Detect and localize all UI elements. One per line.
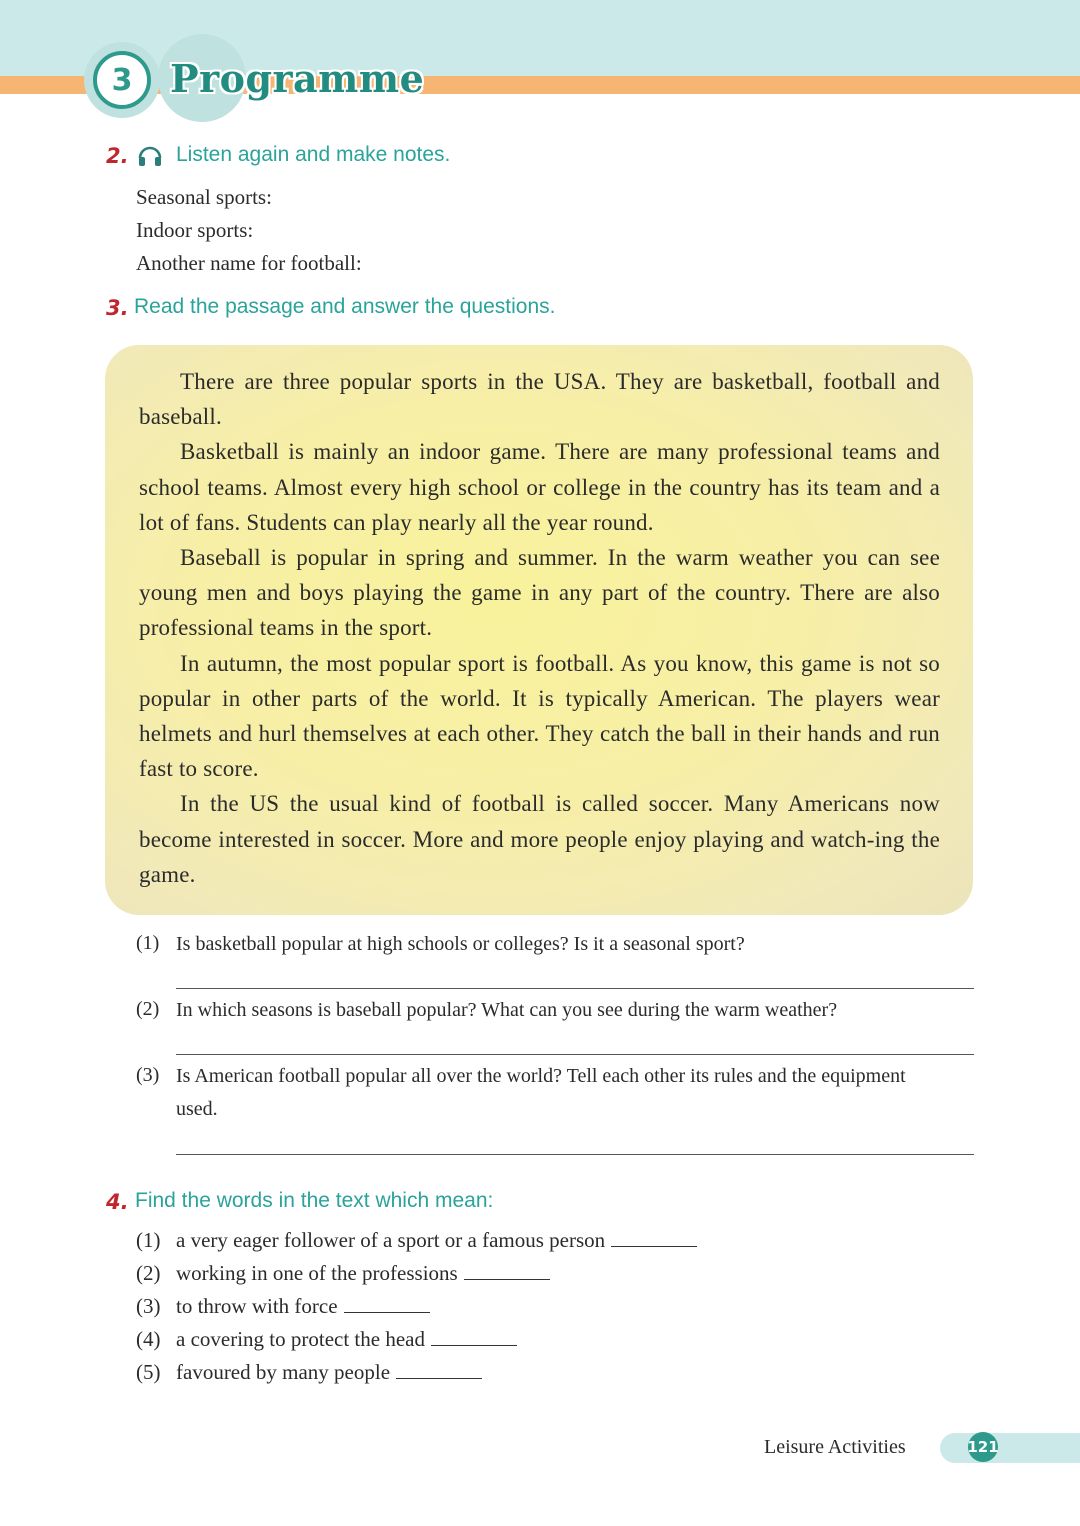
question-text: Is basketball popular at high schools or colleges? Is it a seasonal sport? <box>176 933 745 955</box>
footer-section-title: Leisure Activities <box>764 1436 906 1458</box>
unit-number-badge: 3 <box>93 51 151 109</box>
question-number: (3) <box>136 1064 160 1086</box>
answer-blank[interactable] <box>344 1294 430 1313</box>
item-number: (1) <box>136 1228 161 1252</box>
item-number: (4) <box>136 1327 161 1351</box>
exercise-2-number: 2. <box>106 144 129 168</box>
exercise-2-instruction: Listen again and make notes. <box>176 143 451 166</box>
question-number: (1) <box>136 932 160 954</box>
definition-text: to throw with force <box>176 1294 338 1318</box>
passage-paragraph: In autumn, the most popular sport is football. As you know, this game is not so popular in other parts of the world. It is typically American. The players wear helmets and hurl themselves at each other. They catch the ball in their hands and run fast to score. <box>139 650 940 782</box>
answer-blank[interactable] <box>611 1228 697 1247</box>
definition-item <box>176 1360 482 1385</box>
answer-line[interactable] <box>176 988 974 989</box>
answer-line[interactable] <box>176 1054 974 1055</box>
answer-blank[interactable] <box>464 1261 550 1280</box>
footer-pill <box>940 1433 1080 1463</box>
definition-text: favoured by many people <box>176 1360 391 1384</box>
item-number: (3) <box>136 1294 161 1318</box>
page-number: 121 <box>968 1432 998 1462</box>
exercise-3-number: 3. <box>106 296 129 320</box>
unit-title: Programme <box>170 56 425 101</box>
passage-paragraph: Basketball is mainly an indoor game. There are many professional teams and school teams. Almost every high school or college in the country has its team and a lot of fans. Students can play nearly all the year round. <box>139 439 940 535</box>
exercise-4-instruction: Find the words in the text which mean: <box>135 1189 494 1212</box>
exercise-4-number: 4. <box>106 1190 129 1214</box>
item-number: (5) <box>136 1360 161 1384</box>
answer-line[interactable] <box>176 1154 974 1155</box>
answer-blank[interactable] <box>396 1360 482 1379</box>
definition-text: working in one of the professions <box>176 1261 458 1285</box>
question-text: Is American football popular all over the world? Tell each other its rules and the equipment used. <box>176 1065 906 1120</box>
definition-text: a very eager follower of a sport or a famous person <box>176 1228 606 1252</box>
answer-blank[interactable] <box>431 1327 517 1346</box>
item-number: (2) <box>136 1261 161 1285</box>
question-number: (2) <box>136 998 160 1020</box>
definition-item <box>176 1327 517 1352</box>
question-text: In which seasons is baseball popular? What can you see during the warm weather? <box>176 999 838 1021</box>
passage-paragraph: In the US the usual kind of football is called soccer. Many Americans now become interested in soccer. More and more people enjoy playing and watch-ing the game. <box>139 791 940 887</box>
definition-item <box>176 1294 430 1319</box>
note-indoor-sports: Indoor sports: <box>136 218 254 242</box>
note-seasonal-sports: Seasonal sports: <box>136 185 272 209</box>
passage-paragraph: Baseball is popular in spring and summer. In the warm weather you can see young men and boys playing the game in any part of the country. There are also professional teams in the sport. <box>139 545 940 641</box>
headphones-icon <box>137 143 163 169</box>
definition-text: a covering to protect the head <box>176 1327 425 1351</box>
exercise-3-instruction: Read the passage and answer the questions. <box>134 295 556 318</box>
passage-paragraph: There are three popular sports in the USA. They are basketball, football and baseball. <box>139 369 940 430</box>
reading-passage <box>139 364 940 892</box>
definition-item <box>176 1228 697 1253</box>
definition-item <box>176 1261 550 1286</box>
note-football-name: Another name for football: <box>136 251 362 275</box>
